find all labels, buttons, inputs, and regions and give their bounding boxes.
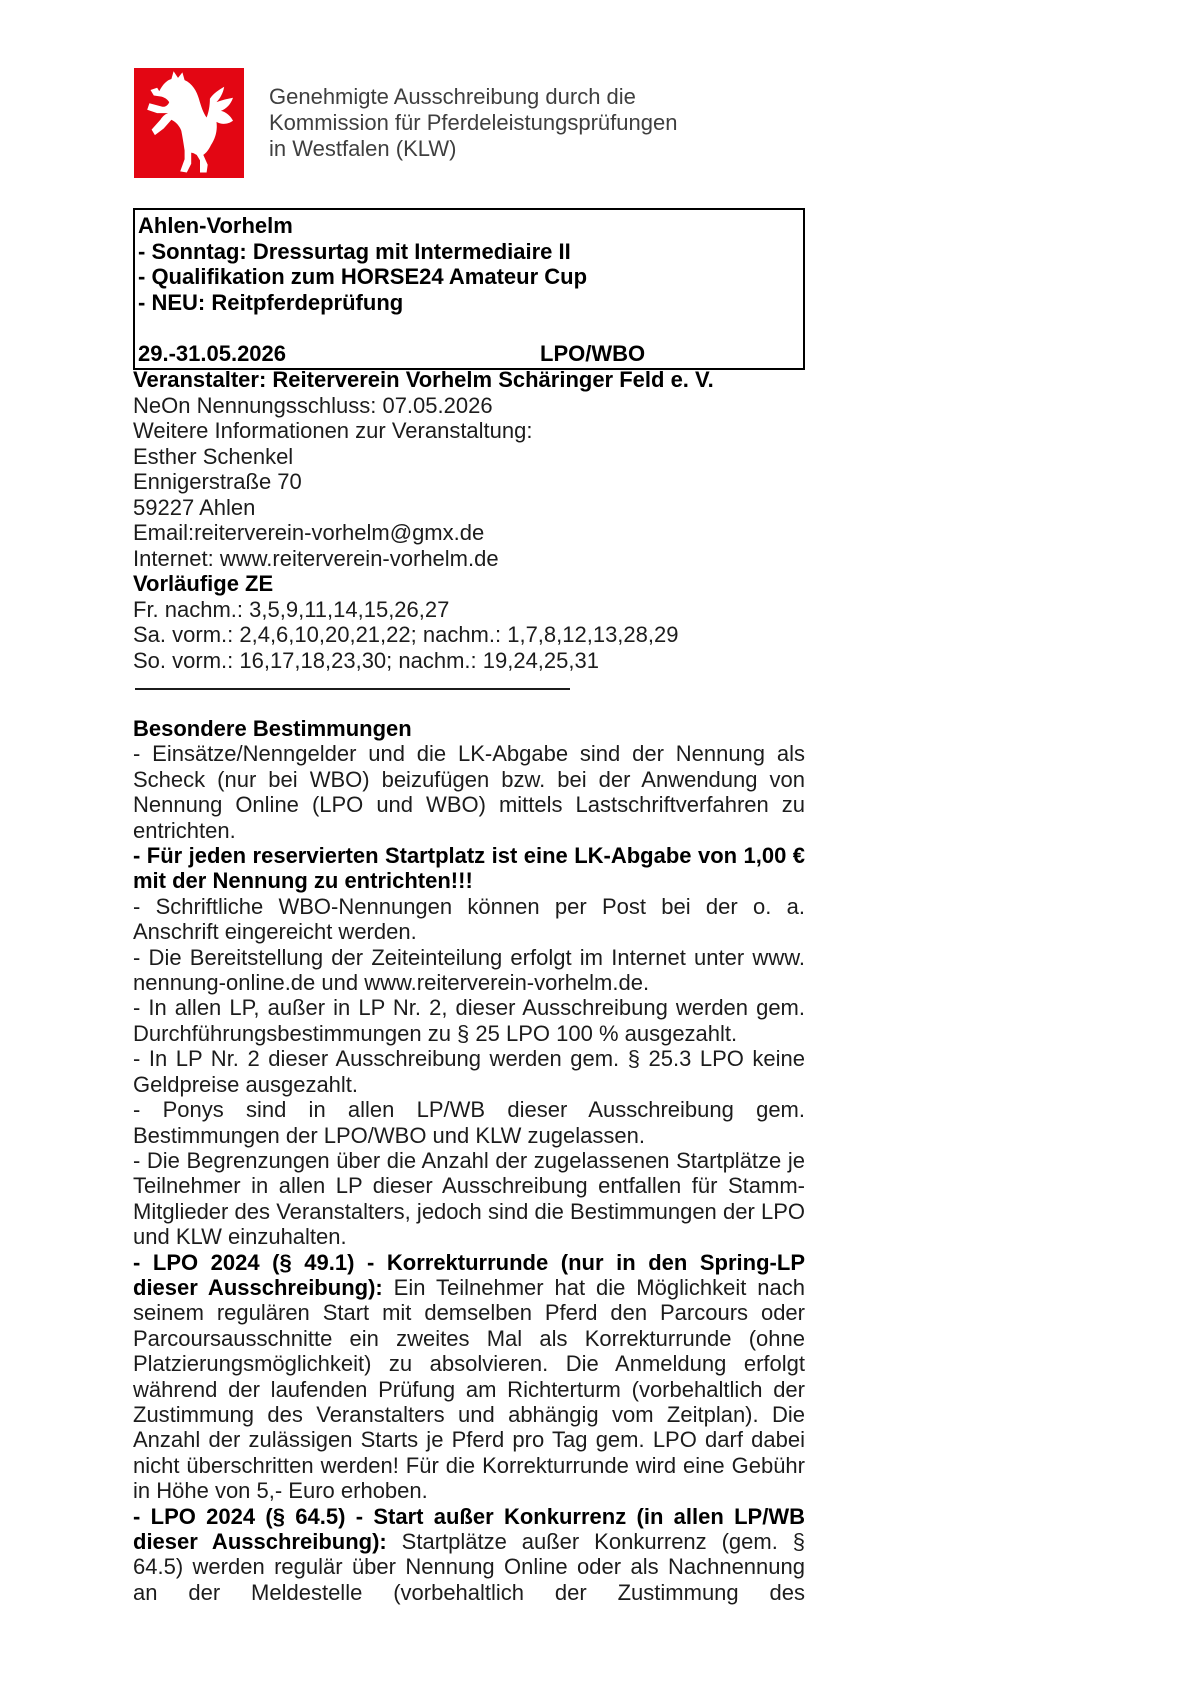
- event-highlight: - Qualifikation zum HORSE24 Amateur Cup: [138, 264, 588, 289]
- event-date-range: 29.-31.05.2026: [138, 340, 287, 366]
- provision-paragraph: - Einsätze/Nenngelder und die LK-Abgabe sind der Nennung als Scheck (nur bei WBO) beizufügen bzw. bei der Anwendung von Nennung Online (LPO und WBO) mittels Lastschriftverfahren zu entrichten.: [133, 741, 805, 843]
- provision-paragraph: - Die Bereitstellung der Zeiteinteilung erfolgt im Internet unter www. nennung-online.de und www.reiterverein-vorhelm.de.: [133, 944, 805, 996]
- event-highlight: - Sonntag: Dressurtag mit Intermediaire II: [138, 238, 571, 264]
- event-date-row: [138, 341, 799, 367]
- organizer-block: [133, 367, 805, 673]
- separator-rule: [135, 688, 570, 690]
- approval-line: Genehmigte Ausschreibung durch die: [269, 84, 636, 109]
- provision-paragraph: - Die Begrenzungen über die Anzahl der zugelassenen Startplätze je Teilnehmer in allen LP dieser Ausschreibung entfallen für Stamm-Mitglieder des Veranstalters, jedoch sind die Bestimmungen der LPO und KLW einzuhalten.: [133, 1147, 805, 1250]
- approval-line: Kommission für Pferdeleistungsprüfungen: [269, 110, 678, 135]
- schedule-friday: Fr. nachm.: 3,5,9,11,14,15,26,27: [133, 596, 450, 622]
- provision-paragraph: - LPO 2024 (§ 64.5) - Start außer Konkurrenz (in allen LP/WB dieser Ausschreibung): Startplätze außer Konkurrenz (gem. § 64.5) werden regulär über Nennung Online oder als Nachnennung an der Meldestelle (vorbehaltlich der Zustimmung des: [133, 1503, 806, 1605]
- event-location: Ahlen-Vorhelm: [138, 213, 293, 238]
- provision-paragraph: - Schriftliche WBO-Nennungen können per Post bei der o. a. Anschrift eingereicht werden.: [133, 893, 805, 945]
- entry-deadline: NeOn Nennungsschluss: 07.05.2026: [133, 392, 493, 418]
- contact-city: 59227 Ahlen: [133, 494, 256, 520]
- event-regulation: LPO/WBO: [540, 340, 646, 366]
- westfalen-horse-logo: [133, 68, 245, 178]
- provision-paragraph: - In allen LP, außer in LP Nr. 2, dieser Ausschreibung werden gem. Durchführungsbestimmungen zu § 25 LPO 100 % ausgezahlt.: [133, 995, 805, 1046]
- spacer-row: [138, 315, 799, 341]
- schedule-heading: Vorläufige ZE: [133, 571, 274, 596]
- event-highlight: - NEU: Reitpferdeprüfung: [138, 289, 404, 315]
- approval-statement: [269, 84, 677, 162]
- provisions-heading: Besondere Bestimmungen: [133, 716, 412, 741]
- event-title-box: [133, 208, 805, 370]
- organizer-name: Veranstalter: Reiterverein Vorhelm Schäringer Feld e. V.: [133, 367, 714, 392]
- approval-line: in Westfalen (KLW): [269, 136, 457, 161]
- contact-email: Email:reiterverein-vorhelm@gmx.de: [133, 520, 485, 545]
- contact-street: Ennigerstraße 70: [133, 469, 302, 494]
- schedule-sunday: So. vorm.: 16,17,18,23,30; nachm.: 19,24,25,31: [133, 647, 599, 673]
- provision-paragraph: - Für jeden reservierten Startplatz ist eine LK-Abgabe von 1,00 € mit der Nennung zu entrichten!!!: [133, 843, 805, 894]
- provision-paragraph: - In LP Nr. 2 dieser Ausschreibung werden gem. § 25.3 LPO keine Geldpreise ausgezahlt.: [133, 1046, 805, 1097]
- contact-person: Esther Schenkel: [133, 443, 294, 469]
- info-label: Weitere Informationen zur Veranstaltung:: [133, 418, 533, 443]
- provision-paragraph: - LPO 2024 (§ 49.1) - Korrekturrunde (nur in den Spring-LP dieser Ausschreibung): Ein Teilnehmer hat die Möglichkeit nach seinem regulären Start mit demselben Pferd den Parcours oder Parcoursausschnitte ein zweites Mal als Korrekturrunde (ohne Platzierungsmöglichkeit) zu absolvieren. Die Anmeldung erfolgt während der laufenden Prüfung am Richterturm (vorbehaltlich der Zustimmung des Veranstalters und abhängig vom Zeitplan). Die Anzahl der zulässigen Starts je Pferd pro Tag gem. LPO darf dabei nicht überschritten werden! Für die Korrekturrunde wird eine Gebühr in Höhe von 5,- Euro erhoben.: [133, 1249, 805, 1504]
- masthead: [133, 68, 677, 178]
- westfalen-horse-icon: [133, 68, 245, 178]
- contact-website: Internet: www.reiterverein-vorhelm.de: [133, 545, 499, 571]
- schedule-saturday: Sa. vorm.: 2,4,6,10,20,21,22; nachm.: 1,7,8,12,13,28,29: [133, 622, 679, 647]
- provision-paragraph: - Ponys sind in allen LP/WB dieser Ausschreibung gem. Bestimmungen der LPO/WBO und KLW zugelassen.: [133, 1097, 805, 1148]
- provisions-section: [133, 716, 805, 1605]
